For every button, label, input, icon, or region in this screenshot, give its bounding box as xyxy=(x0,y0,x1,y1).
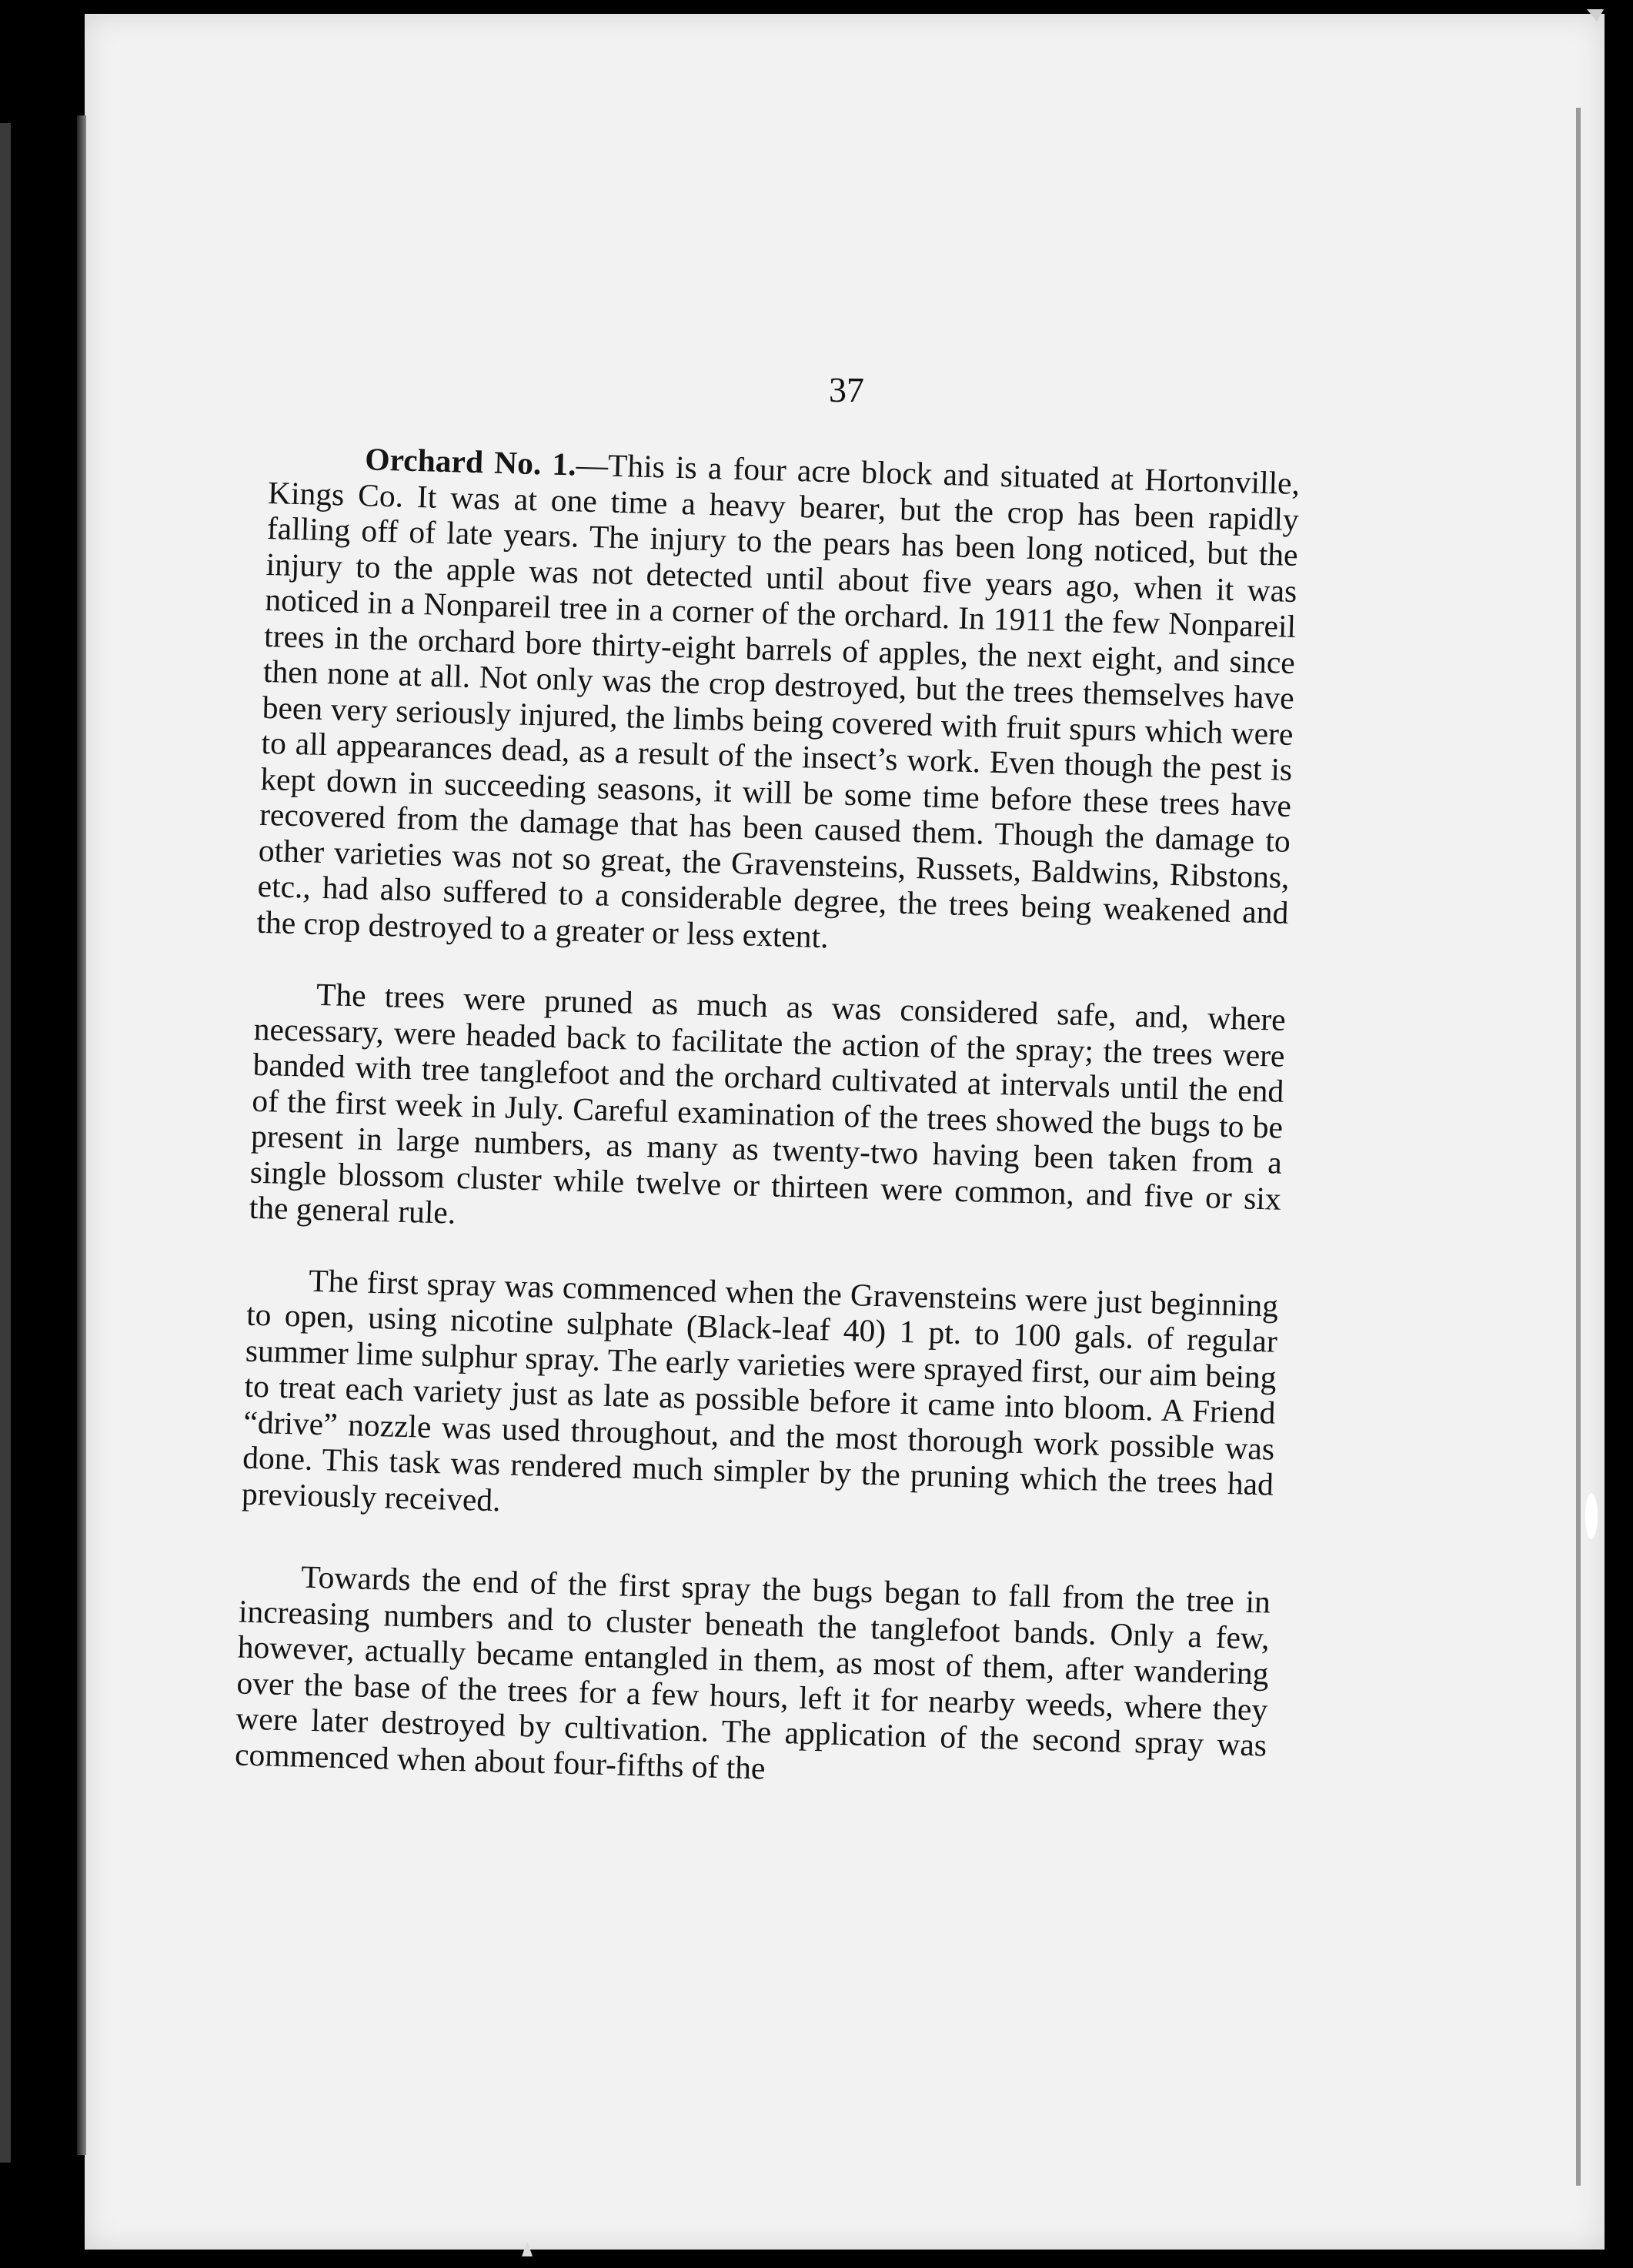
paragraph-text: —This is a four acre block and situated at Hortonville, Kings Co. It was at one time a heavy bearer, but the crop has been rapidly falling off of late years. The injury to the pears has been long noticed, but the injury to the apple was not detected until about five years ago, when it was noticed in a Nonpareil tree in a corner of the orchard. In 1911 the few Nonpareil trees in the orchard bore thirty-eight barrels of apples, the next eight, and since then none at all. Not only was the crop destroyed, but the trees themselves have been very seriously injured, the limbs being covered with fruit spurs which were to all appearances dead, as a result of the insect’s work. Even though the pest is kept down in succeeding seasons, it will be some time before these trees have recovered from the damage that has been caused them. Though the damage to other varieties was not so great, the Gravensteins, Russets, Baldwins, Ribstons, etc., had also suffered to a considerable degree, the trees being weakened and the crop destroyed to a greater or less extent. xyxy=(255,446,1301,954)
section-heading: Orchard No. 1. xyxy=(364,441,577,483)
scan-artifact-notch xyxy=(1585,1493,1598,1539)
page-number: 37 xyxy=(829,369,864,410)
page-right-edge xyxy=(1576,108,1581,2186)
paragraph: The first spray was commenced when the Gravensteins were just beginning to open, using nicotine sulphate (Black-leaf 40) 1 pt. to 100 gals. of regular summer lime sulphur spray. The early varieties were sprayed first, our aim being to treat each variety just as late as possible before it came into bloom. A Friend “drive” nozzle was used throughout, and the most thorough work possible was done. This task was rendered much simpler by the pruning which the trees had previously received. xyxy=(241,1262,1279,1518)
body-text xyxy=(235,439,1301,1799)
paragraph xyxy=(256,439,1301,967)
paragraph: The trees were pruned as much as was considered safe, and, where necessary, were headed back to facilitate the action of the spray; the trees were banded with tree tanglefoot and the orchard cultivated at intervals until the end of the first week in July. Careful examination of the trees showed the bugs to be present in large numbers, as many as twenty-two having been taken from a single blossom cluster while twelve or thirteen were common, and five or six the general rule. xyxy=(249,976,1287,1231)
previous-page-edge xyxy=(0,123,11,2163)
paragraph: Towards the end of the first spray the bugs began to fall from the tree in increasing numbers and to cluster beneath the tanglefoot bands. Only a few, however, actually became entangled in them, as most of them, after wandering over the base of the trees for a few hours, left it for nearby weeds, where they were later destroyed by cultivation. The application of the second spray was commenced when about four-fifths of the xyxy=(234,1558,1271,1785)
page-binding-shadow xyxy=(77,115,86,2155)
